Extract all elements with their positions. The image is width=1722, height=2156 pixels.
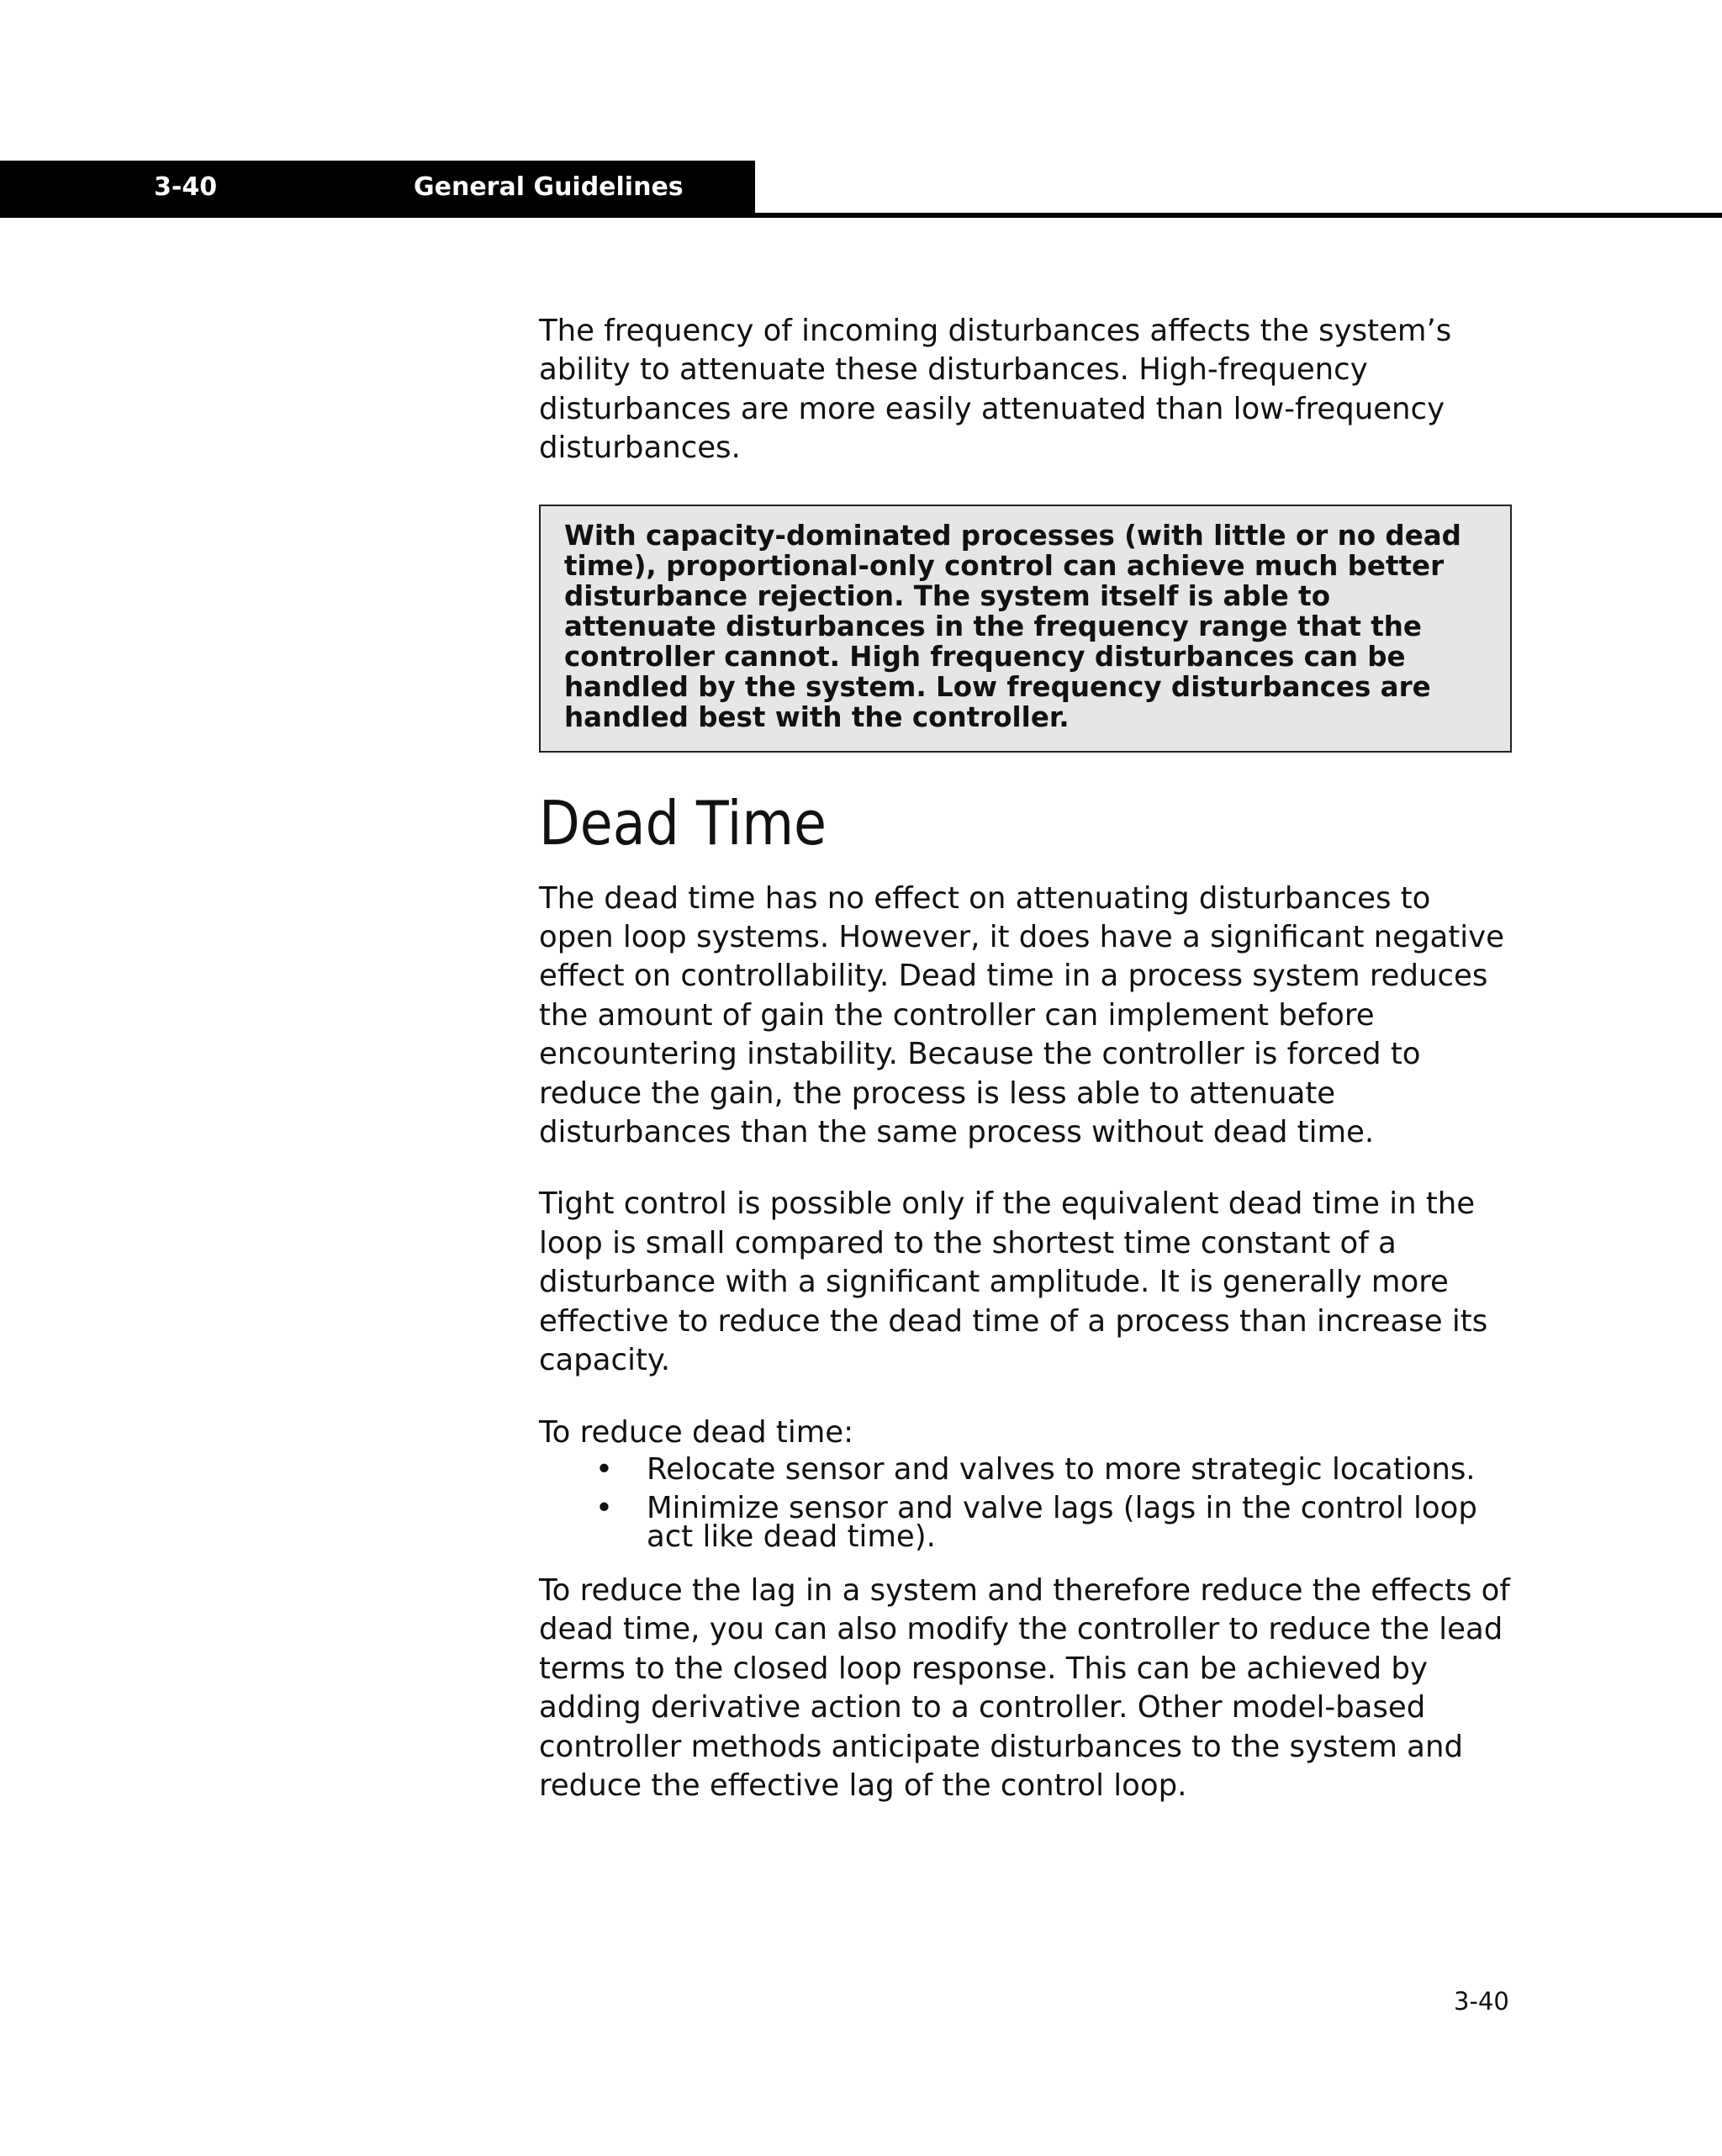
list-item (539, 1451, 1512, 1487)
list-item (539, 1490, 1512, 1554)
footer-page-number: 3-40 (1454, 1987, 1509, 2016)
main-content (539, 312, 1512, 1805)
body-paragraph: The dead time has no effect on attenuating disturbances to open loop systems. However, it does have a significant negative effect on controllability. Dead time in a process system reduces the amount of gain the controller can implement before encountering instability. Because the controller is forced to reduce the gain, the process is less able to attenuate disturbances than the same process without dead time. (539, 880, 1504, 1150)
list-intro: To reduce dead time: (539, 1414, 854, 1450)
header-section-title: General Guidelines (414, 172, 684, 202)
intro-paragraph: The frequency of incoming disturbances affects the system’s ability to attenuate these disturbances. High-frequency disturbances are more easily attenuated than low-frequency disturbances. (539, 314, 1452, 466)
section-heading: Dead Time (539, 787, 827, 859)
bullet-icon: • (595, 1490, 613, 1525)
body-paragraph: Tight control is possible only if the equivalent dead time in the loop is small compared to the shortest time constant of a disturbance with a significant amplitude. It is generally more effective to reduce the dead time of a process than increase its capacity. (539, 1186, 1488, 1378)
header-page-number: 3-40 (154, 172, 218, 202)
closing-paragraph: To reduce the lag in a system and therefore reduce the effects of dead time, you can also modify the controller to reduce the lead terms to the closed loop response. This can be achieved by adding derivative action to a controller. Other model-based controller methods anticipate disturbances to the system and reduce the effective lag of the control loop. (539, 1572, 1510, 1803)
list-item-text: Minimize sensor and valve lags (lags in the control loop act like dead time). (647, 1490, 1477, 1554)
header-rule (755, 213, 1722, 218)
bullet-list (539, 1451, 1512, 1554)
bullet-icon: • (595, 1451, 613, 1487)
note-box: With capacity-dominated processes (with little or no dead time), proportional-only control can achieve much better disturbance rejection. The system itself is able to attenuate disturbances in the frequency range that the controller cannot. High frequency disturbances can be handled by the system. Low frequency disturbances are handled best with the controller. (539, 505, 1512, 753)
list-item-text: Relocate sensor and valves to more strategic locations. (647, 1451, 1476, 1487)
